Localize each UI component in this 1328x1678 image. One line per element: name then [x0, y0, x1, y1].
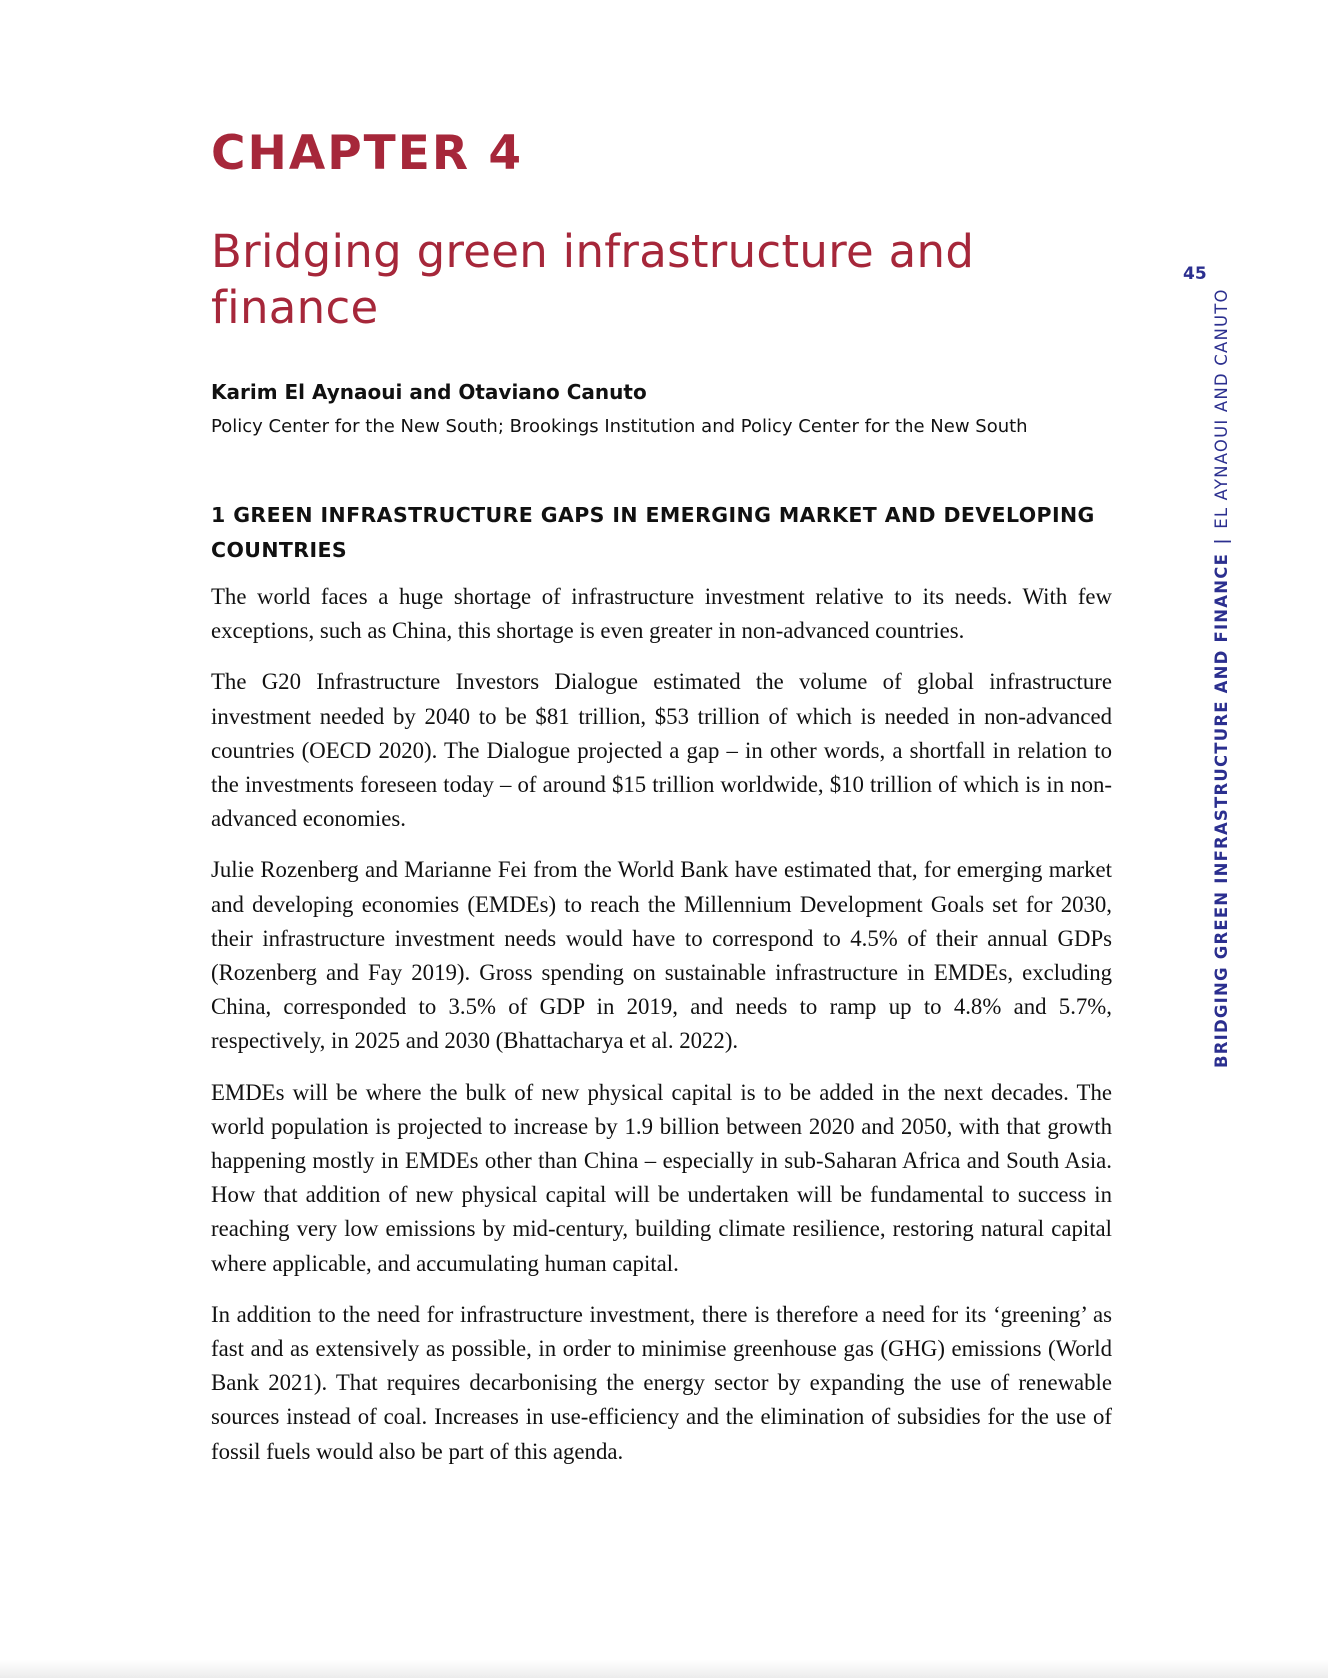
paragraph: The world faces a huge shortage of infrastructure investment relative to its needs. With few exceptions, such as China, this shortage is even greater in non-advanced countries.	[211, 584, 1112, 644]
paragraph: EMDEs will be where the bulk of new physical capital is to be added in the next decades. The world population is projected to increase by 1.9 billion between 2020 and 2050, with that growth happening mostly in EMDEs other than China – especially in sub-Saharan Africa and South Asia. How that addition of new physical capital will be undertaken will be fundamental to success in reaching very low emissions by mid-century, building climate resilience, restoring natural capital where applicable, and accumulating human capital.	[211, 1079, 1112, 1276]
chapter-label: CHAPTER 4	[211, 126, 524, 181]
page-bottom-edge	[0, 1660, 1328, 1678]
paragraph: The G20 Infrastructure Investors Dialogue estimated the volume of global infrastructure investment needed by 2040 to be $81 trillion, $53 trillion of which is needed in non-advanced countries (OECD 2020). The Dialogue projected a gap – in other words, a shortfall in relation to the investments foreseen today – of around $15 trillion worldwide, $10 trillion of which is in non-advanced economies.	[211, 669, 1112, 832]
author-names: Karim El Aynaoui and Otaviano Canuto	[211, 380, 647, 404]
section-heading: 1 GREEN INFRASTRUCTURE GAPS IN EMERGING MARKET AND DEVELOPING COUNTRIES	[211, 503, 1095, 562]
chapter-title: Bridging green infrastructure and finance	[211, 225, 975, 334]
running-head	[1212, 288, 1231, 1068]
running-head-separator: |	[1212, 537, 1231, 545]
page-number: 45	[1183, 264, 1207, 284]
running-head-authors: EL AYNAOUI AND CANUTO	[1212, 288, 1231, 529]
running-head-title: BRIDGING GREEN INFRASTRUCTURE AND FINANCE	[1212, 552, 1231, 1068]
body-text	[211, 580, 1112, 1486]
paragraph: In addition to the need for infrastructure investment, there is therefore a need for its ‘greening’ as fast and as extensively as possible, in order to minimise greenhouse gas (GHG) emissions (World Bank 2021). That requires decarbonising the energy sector by expanding the use of renewable sources instead of coal. Increases in use-efficiency and the elimination of subsidies for the use of fossil fuels would also be part of this agenda.	[211, 1301, 1112, 1464]
author-affiliation: Policy Center for the New South; Brookings Institution and Policy Center for the New South	[211, 416, 1028, 437]
paragraph: Julie Rozenberg and Marianne Fei from the World Bank have estimated that, for emerging market and developing economies (EMDEs) to reach the Millennium Development Goals set for 2030, their infrastructure investment needs would have to correspond to 4.5% of their annual GDPs (Rozenberg and Fay 2019). Gross spending on sustainable infrastructure in EMDEs, excluding China, corresponded to 3.5% of GDP in 2019, and needs to ramp up to 4.8% and 5.7%, respectively, in 2025 and 2030 (Bhattacharya et al. 2022).	[211, 857, 1112, 1054]
